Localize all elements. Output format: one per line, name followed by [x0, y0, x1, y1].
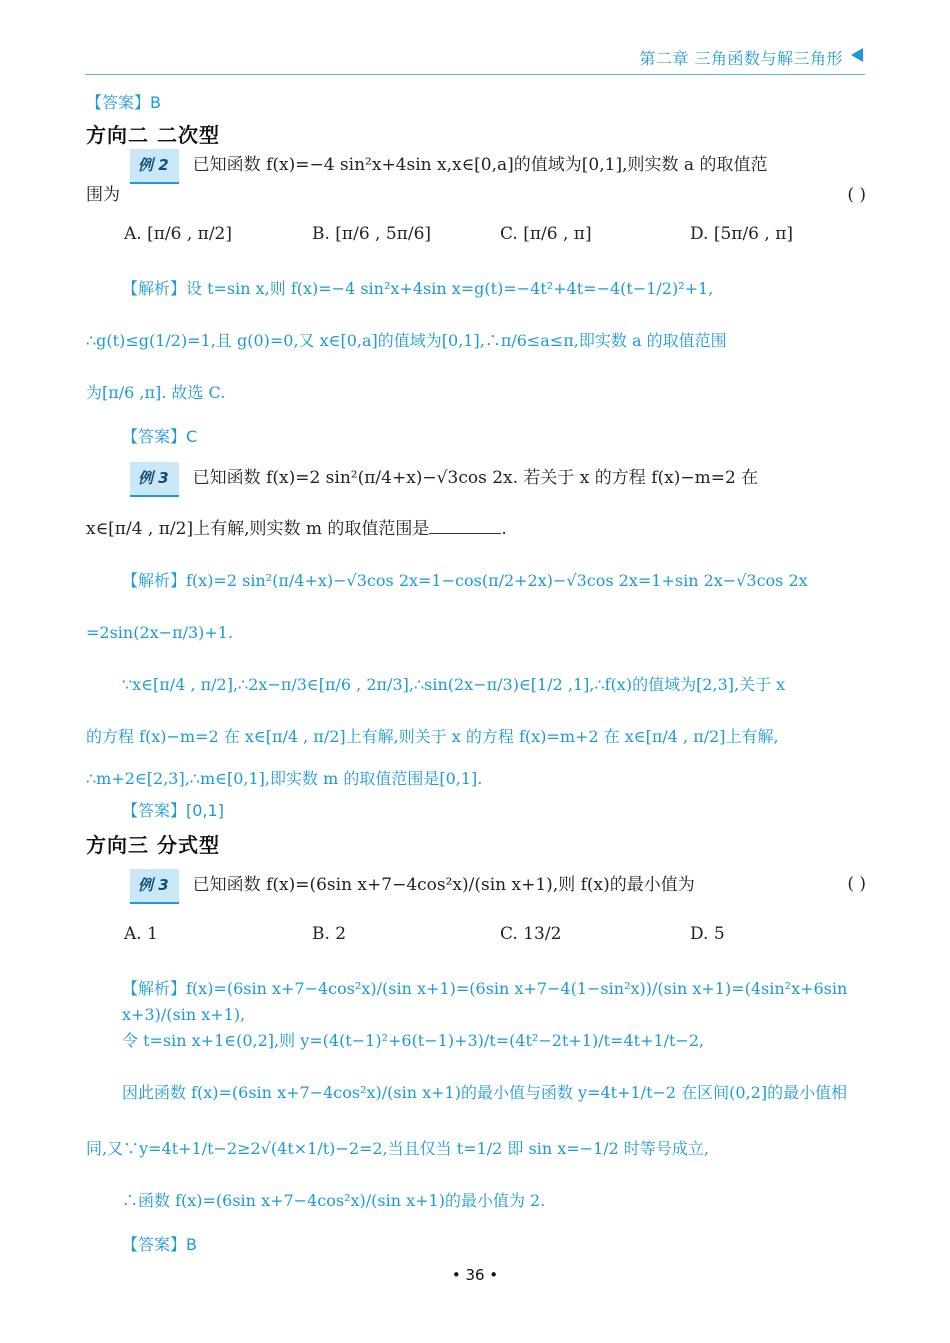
example-3b-stem — [130, 869, 866, 904]
fill-in-blank — [429, 519, 501, 534]
chapter-title: 第二章 三角函数与解三角形 — [639, 49, 843, 68]
solution-line: 同,又∵y=4t+1/t−2≥2√(4t×1/t)−2=2,当且仅当 t=1/2 即 sin x=−1/2 时等号成立, — [86, 1139, 709, 1158]
section-title-fraction: 方向三 分式型 — [86, 833, 220, 857]
example-3-stem-cont — [86, 514, 866, 545]
option-b: B. 2 — [312, 924, 347, 944]
example-stem-text: 围为 — [86, 185, 120, 205]
options-row — [86, 224, 866, 254]
answer-paren: ( ) — [847, 185, 866, 205]
page-number: • 36 • — [451, 1266, 499, 1284]
section-title-quadratic: 方向二 二次型 — [86, 123, 220, 147]
running-header — [85, 44, 865, 75]
answer-line: 【答案】C — [122, 427, 198, 446]
option-c: C. 13/2 — [500, 924, 562, 944]
example-badge: 例 2 — [130, 149, 179, 184]
option-d: D. 5 — [690, 924, 725, 944]
solution-line: =2sin(2x−π/3)+1. — [86, 623, 234, 642]
solution-line: ∵x∈[π/4 , π/2],∴2x−π/3∈[π/6 , 2π/3],∴sin(2x−π/3)∈[1/2 ,1],∴f(x)的值域为[2,3],关于 x — [122, 675, 786, 694]
example-2-stem-cont — [86, 180, 866, 211]
solution-line: 【解析】设 t=sin x,则 f(x)=−4 sin²x+4sin x=g(t)=−4t²+4t=−4(t−1/2)²+1, — [122, 279, 714, 298]
answer-line: 【答案】B — [122, 1235, 197, 1254]
example-stem-text: 已知函数 f(x)=2 sin²(π/4+x)−√3cos 2x. 若关于 x 的方程 f(x)−m=2 在 — [192, 468, 759, 488]
example-badge: 例 3 — [130, 869, 179, 904]
option-b: B. [π/6 , 5π/6] — [312, 224, 432, 244]
example-stem-text: 已知函数 f(x)=−4 sin²x+4sin x,x∈[0,a]的值域为[0,1],则实数 a 的取值范 — [192, 155, 768, 175]
solution-line: ∴g(t)≤g(1/2)=1,且 g(0)=0,又 x∈[0,a]的值域为[0,1],∴π/6≤a≤π,即实数 a 的取值范围 — [86, 331, 727, 350]
answer-line: 【答案】B — [86, 93, 161, 112]
answer-line: 【答案】[0,1] — [122, 801, 224, 820]
solution-line: 令 t=sin x+1∈(0,2],则 y=(4(t−1)²+6(t−1)+3)/t=(4t²−2t+1)/t=4t+1/t−2, — [122, 1031, 705, 1050]
example-badge: 例 3 — [130, 462, 179, 497]
solution-line: 为[π/6 ,π]. 故选 C. — [86, 383, 226, 402]
solution-line: 的方程 f(x)−m=2 在 x∈[π/4 , π/2]上有解,则关于 x 的方程 f(x)=m+2 在 x∈[π/4 , π/2]上有解, — [86, 727, 779, 746]
option-c: C. [π/6 , π] — [500, 224, 592, 244]
example-stem-text: . — [501, 519, 507, 539]
option-a: A. 1 — [124, 924, 158, 944]
solution-line: ∴m+2∈[2,3],∴m∈[0,1],即实数 m 的取值范围是[0,1]. — [86, 769, 483, 788]
solution-line: 【解析】f(x)=(6sin x+7−4cos²x)/(sin x+1)=(6sin x+7−4(1−sin²x))/(sin x+1)=(4sin²x+6sin x+3)/(sin x+1), — [122, 979, 848, 1024]
solution-line: 因此函数 f(x)=(6sin x+7−4cos²x)/(sin x+1)的最小值与函数 y=4t+1/t−2 在区间(0,2]的最小值相 — [122, 1083, 848, 1102]
example-2-stem — [130, 149, 866, 184]
option-d: D. [5π/6 , π] — [690, 224, 794, 244]
example-3-stem — [130, 462, 866, 497]
example-stem-text: x∈[π/4 , π/2]上有解,则实数 m 的取值范围是 — [86, 519, 430, 539]
example-stem-text: 已知函数 f(x)=(6sin x+7−4cos²x)/(sin x+1),则 f(x)的最小值为 — [192, 875, 695, 895]
solution-line: 【解析】f(x)=2 sin²(π/4+x)−√3cos 2x=1−cos(π/2+2x)−√3cos 2x=1+sin 2x−√3cos 2x — [122, 571, 808, 590]
triangle-left-icon — [851, 48, 863, 62]
options-row — [86, 924, 866, 954]
option-a: A. [π/6 , π/2] — [124, 224, 232, 244]
solution-line: ∴函数 f(x)=(6sin x+7−4cos²x)/(sin x+1)的最小值为 2. — [122, 1191, 546, 1210]
answer-paren: ( ) — [847, 874, 866, 894]
